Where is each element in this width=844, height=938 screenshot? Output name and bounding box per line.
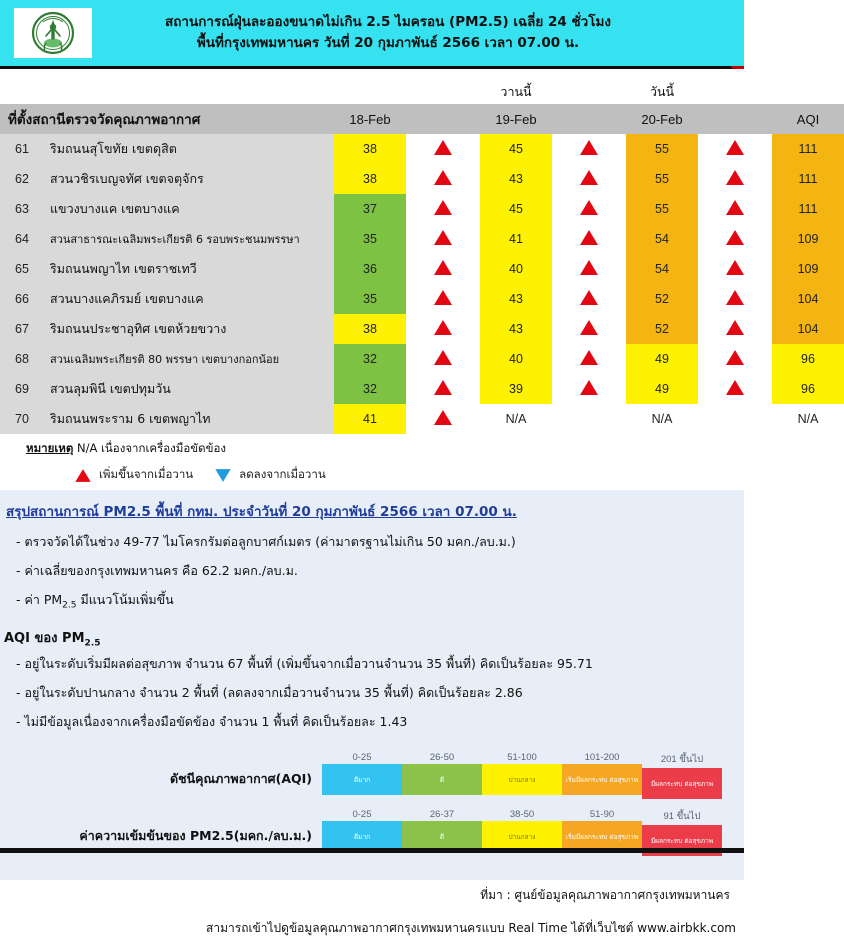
trend-day2 [552,344,626,374]
station-name: สวนบางแคภิรมย์ เขตบางแค [44,284,334,314]
value-day3: N/A [626,404,698,434]
value-day2: 43 [480,314,552,344]
scale-legend-bar [322,752,722,799]
value-aqi: 111 [772,194,844,224]
row-number: 66 [0,284,44,314]
value-day1: 37 [334,194,406,224]
aqi-item-unhealthy: - อยู่ในระดับเริ่มมีผลต่อสุขภาพ จำนวน 67 พื้นที่ (เพิ่มขึ้นจากเมื่อวานจำนวน 35 พื้นที่) คิดเป็นร้อยละ 95.71 [16,656,593,672]
scale-legend-cell [642,752,722,799]
trend-day2 [552,284,626,314]
station-name: แขวงบางแค เขตบางแค [44,194,334,224]
scale-swatch: ปานกลาง [482,764,562,795]
value-day2: 43 [480,284,552,314]
report-footer [0,880,744,938]
trend-day3 [698,314,772,344]
color-scale-legends [0,746,744,880]
scale-swatch: ดี [402,821,482,852]
aqi-section-heading [0,618,744,651]
scale-range-label: 0-25 [352,809,372,821]
trend-day1 [406,404,480,434]
increase-arrow-icon [726,320,744,335]
table-row [0,404,844,434]
trend-suffix: มีแนวโน้มเพิ่มขึ้น [76,591,174,607]
trend-day1 [406,314,480,344]
scale-legend-cell [322,752,402,799]
trend-day1 [406,254,480,284]
trend-day2 [552,194,626,224]
scale-range-label: 101-200 [584,752,620,764]
aqi-item-moderate: - อยู่ในระดับปานกลาง จำนวน 2 พื้นที่ (ลดลงจากเมื่อวานจำนวน 35 พื้นที่) คิดเป็นร้อยละ 2.86 [16,684,523,700]
row-number: 62 [0,164,44,194]
increase-arrow-icon [580,290,598,305]
increase-arrow-icon [434,410,452,425]
trend-day3 [698,404,772,434]
increase-arrow-icon [580,140,598,155]
bma-logo [14,8,92,58]
value-day3: 55 [626,134,698,164]
scale-range-label: 38-50 [509,809,535,821]
increase-arrow-icon [580,260,598,275]
increase-arrow-icon [580,230,598,245]
value-day3: 54 [626,224,698,254]
trend-day2 [552,374,626,404]
value-day3: 49 [626,344,698,374]
station-name: ริมถนนพระราม 6 เขตพญาไท [44,404,334,434]
increase-arrow-icon [434,200,452,215]
scale-legend-label: ค่าความเข้มข้นของ PM2.5(มคก./ลบ.ม.) [79,828,312,844]
increase-arrow-icon [726,350,744,365]
scale-range-label: 26-50 [429,752,455,764]
value-day2: 40 [480,344,552,374]
increase-arrow-icon [580,320,598,335]
increase-arrow-icon [434,290,452,305]
trend-day3 [698,254,772,284]
aqi-heading-subscript: 2.5 [84,638,101,649]
report-header [0,0,744,69]
trend-prefix: - ค่า PM [16,591,63,607]
scale-swatch: ดี [402,764,482,795]
row-number: 65 [0,254,44,284]
summary-item-average: - ค่าเฉลี่ยของกรุงเทพมหานคร คือ 62.2 มคก./ลบ.ม. [16,562,298,578]
increase-arrow-icon [434,320,452,335]
summary-item-range: - ตรวจวัดได้ในช่วง 49-77 ไมโครกรัมต่อลูกบาศก์เมตร (ค่ามาตรฐานไม่เกิน 50 มคก./ลบ.ม.) [16,534,516,549]
bma-seal-icon [29,10,77,56]
decrease-legend-label: ลดลงจากเมื่อวาน [239,467,326,481]
trend-day1 [406,224,480,254]
station-name: สวนสาธารณะเฉลิมพระเกียรติ 6 รอบพระชนมพรรษา [44,224,334,254]
value-day2: 45 [480,194,552,224]
value-day3: 54 [626,254,698,284]
value-day2: 40 [480,254,552,284]
row-number: 70 [0,404,44,434]
value-aqi: 104 [772,284,844,314]
increase-arrow-icon [434,350,452,365]
scale-range-label: 91 ขึ้นไป [663,811,701,823]
subheader-spacer [0,69,480,104]
value-day1: 38 [334,134,406,164]
table-row [0,194,844,224]
summary-item-trend [0,586,744,618]
table-row [0,254,844,284]
value-aqi: 109 [772,254,844,284]
trend-day3 [698,344,772,374]
table-row [0,284,844,314]
scale-swatch: มีผลกระทบ ต่อสุขภาพ [642,768,722,799]
value-day2: N/A [480,404,552,434]
column-header-gap3 [698,104,772,134]
subheader-today: วันนี้ [626,69,698,104]
aqi-item-nodata: - ไม่มีข้อมูลเนื่องจากเครื่องมือขัดข้อง จำนวน 1 พื้นที่ คิดเป็นร้อยละ 1.43 [16,713,408,729]
trend-day1 [406,344,480,374]
scale-range-label: 201 ขึ้นไป [660,754,704,766]
value-aqi: 111 [772,164,844,194]
trend-subscript: 2.5 [62,600,77,610]
scale-legend-label: ดัชนีคุณภาพอากาศ(AQI) [169,771,312,787]
table-subheader-row [0,69,844,104]
row-number: 63 [0,194,44,224]
scale-legend-cell [482,752,562,799]
air-quality-table-wrap [0,69,820,434]
page-subtitle: พื้นที่กรุงเทพมหานคร วันที่ 20 กุมภาพันธ์ 2566 เวลา 07.00 น. [196,35,580,51]
scale-range-label: 0-25 [352,752,372,764]
trend-day2 [552,404,626,434]
increase-arrow-icon [726,380,744,395]
increase-arrow-icon [580,170,598,185]
scale-legend-row [0,752,744,799]
trend-day2 [552,314,626,344]
value-day1: 41 [334,404,406,434]
scale-legend-cell [562,752,642,799]
aqi-heading-prefix: AQI ของ PM [4,630,85,646]
footer-source: ที่มา : ศูนย์ข้อมูลคุณภาพอากาศกรุงเทพมหานคร [480,888,730,903]
value-aqi: 111 [772,134,844,164]
column-header-day1: 18-Feb [334,104,406,134]
increase-arrow-icon [434,170,452,185]
column-header-gap1 [406,104,480,134]
increase-arrow-icon [75,469,90,482]
table-row [0,344,844,374]
value-day3: 55 [626,164,698,194]
station-name: สวนวชิรเบญจทัศ เขตจตุจักร [44,164,334,194]
value-day1: 32 [334,374,406,404]
value-day1: 36 [334,254,406,284]
trend-day3 [698,164,772,194]
increase-arrow-icon [726,170,744,185]
row-number: 64 [0,224,44,254]
subheader-yesterday: วานนี้ [480,69,552,104]
value-aqi: 109 [772,224,844,254]
trend-day1 [406,194,480,224]
increase-arrow-icon [726,200,744,215]
value-day2: 39 [480,374,552,404]
trend-day3 [698,224,772,254]
value-aqi: N/A [772,404,844,434]
increase-arrow-icon [434,230,452,245]
increase-arrow-icon [580,380,598,395]
station-name: สวนเฉลิมพระเกียรติ 80 พรรษา เขตบางกอกน้อย [44,344,334,374]
scale-range-label: 51-100 [507,752,537,764]
note-text: N/A เนื่องจากเครื่องมือขัดข้อง [77,441,226,455]
footer-website-note: สามารถเข้าไปดูข้อมูลคุณภาพอากาศกรุงเทพมหานครแบบ Real Time ได้ที่เว็บไซต์ www.airbkk.com [206,921,736,936]
value-day1: 38 [334,164,406,194]
scale-swatch: ปานกลาง [482,821,562,852]
station-name: ริมถนนประชาอุทิศ เขตห้วยขวาง [44,314,334,344]
column-header-day2: 19-Feb [480,104,552,134]
scale-range-label: 51-90 [589,809,615,821]
trend-day2 [552,134,626,164]
trend-day2 [552,164,626,194]
value-day3: 49 [626,374,698,404]
trend-day3 [698,134,772,164]
value-aqi: 96 [772,344,844,374]
scale-swatch: ดีมาก [322,821,402,852]
value-aqi: 104 [772,314,844,344]
summary-heading: สรุปสถานการณ์ PM2.5 พื้นที่ กทม. ประจำวันที่ 20 กุมภาพันธ์ 2566 เวลา 07.00 น. [6,504,517,520]
scale-swatch: ดีมาก [322,764,402,795]
value-day3: 52 [626,284,698,314]
scale-swatch: มีผลกระทบ ต่อสุขภาพ [642,825,722,856]
air-quality-table [0,69,844,434]
increase-arrow-icon [434,260,452,275]
trend-day3 [698,284,772,314]
column-header-gap2 [552,104,626,134]
value-day2: 41 [480,224,552,254]
column-header-station: ที่ตั้งสถานีตรวจวัดคุณภาพอากาศ [0,104,334,134]
value-day1: 35 [334,224,406,254]
summary-section [0,490,744,746]
increase-arrow-icon [580,350,598,365]
air-quality-table-body [0,134,844,434]
increase-arrow-icon [580,200,598,215]
value-day3: 52 [626,314,698,344]
table-row [0,374,844,404]
bottom-bar [0,848,744,853]
table-row [0,314,844,344]
column-header-day3: 20-Feb [626,104,698,134]
station-name: สวนลุมพินี เขตปทุมวัน [44,374,334,404]
row-number: 61 [0,134,44,164]
trend-day1 [406,134,480,164]
trend-day3 [698,374,772,404]
table-row [0,224,844,254]
trend-day1 [406,284,480,314]
increase-arrow-icon [726,290,744,305]
scale-range-label: 26-37 [429,809,455,821]
table-row [0,134,844,164]
note-label: หมายเหตุ [26,441,74,455]
row-number: 69 [0,374,44,404]
value-day1: 38 [334,314,406,344]
column-header-aqi: AQI [772,104,844,134]
value-aqi: 96 [772,374,844,404]
value-day1: 35 [334,284,406,314]
scale-swatch: เริ่มมีผลกระทบ ต่อสุขภาพ [562,764,642,795]
header-title-group [92,12,744,54]
subheader-spacer-3 [698,69,844,104]
increase-arrow-icon [726,260,744,275]
station-name: ริมถนนสุโขทัย เขตดุสิต [44,134,334,164]
table-row [0,164,844,194]
value-day3: 55 [626,194,698,224]
value-day2: 43 [480,164,552,194]
scale-swatch: เริ่มมีผลกระทบ ต่อสุขภาพ [562,821,642,852]
table-note [0,434,744,460]
value-day1: 32 [334,344,406,374]
scale-legend-cell [402,752,482,799]
trend-day3 [698,194,772,224]
trend-day2 [552,254,626,284]
increase-arrow-icon [434,140,452,155]
increase-arrow-icon [726,140,744,155]
table-header-row [0,104,844,134]
trend-legend [0,460,744,490]
trend-day2 [552,224,626,254]
increase-arrow-icon [434,380,452,395]
station-name: ริมถนนพญาไท เขตราชเทวี [44,254,334,284]
subheader-spacer-2 [552,69,626,104]
trend-day1 [406,374,480,404]
page-title: สถานการณ์ฝุ่นละอองขนาดไม่เกิน 2.5 ไมครอน (PM2.5) เฉลี่ย 24 ชั่วโมง [164,14,611,31]
row-number: 67 [0,314,44,344]
row-number: 68 [0,344,44,374]
increase-arrow-icon [726,230,744,245]
trend-day1 [406,164,480,194]
increase-legend-label: เพิ่มขึ้นจากเมื่อวาน [99,467,194,481]
value-day2: 45 [480,134,552,164]
decrease-arrow-icon [216,469,231,482]
